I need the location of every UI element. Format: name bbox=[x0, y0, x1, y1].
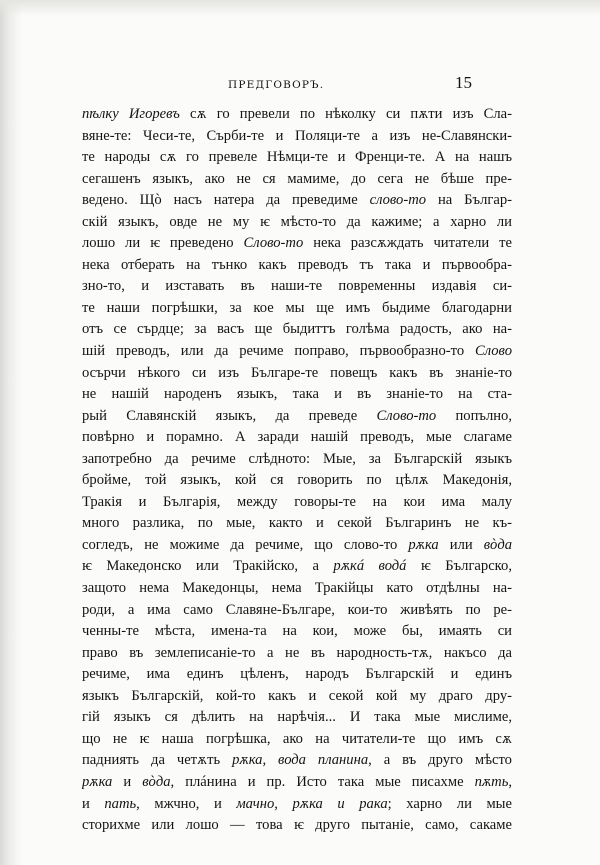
text-segment: отъ се сърдце; за васъ ще быдиттъ голѣма радость, ако на- bbox=[82, 321, 512, 338]
text-line bbox=[82, 169, 512, 191]
text-line bbox=[82, 750, 512, 772]
text-line bbox=[82, 319, 512, 341]
text-segment: сѫ го превели по нѣколку си пѫти изъ Сла- bbox=[179, 106, 512, 122]
text-line bbox=[82, 298, 512, 320]
text-segment: ѥ Българско, bbox=[406, 558, 512, 575]
text-segment: сегашенъ языкъ, ако не ся мамиме, до сега не бѣше пре- bbox=[82, 170, 512, 187]
text-segment: право въ землеписаніе-то а не въ народность-тѫ, накъсо да bbox=[82, 644, 512, 661]
text-line bbox=[82, 729, 512, 751]
text-segment: ченны-те мѣста, имена-та на кои, може бы, имаять си bbox=[82, 623, 512, 640]
text-line bbox=[82, 190, 512, 212]
italic-text: Слово-то bbox=[243, 235, 304, 252]
text-line bbox=[82, 513, 512, 535]
text-segment: лошо ли ѥ преведено bbox=[82, 235, 244, 252]
text-segment: що не ѥ наша погрѣшка, ако на читатели-те що имъ сѫ bbox=[82, 730, 512, 747]
text-line bbox=[82, 578, 512, 600]
italic-text: рѫка, вода планина bbox=[232, 752, 369, 769]
text-line bbox=[82, 664, 512, 686]
text-segment: повѣрно и порамно. А заради нашій преводъ, мые слагаме bbox=[82, 429, 512, 446]
text-segment: или bbox=[438, 536, 484, 553]
text-segment: и bbox=[82, 795, 105, 812]
text-segment: бройме, той языкъ, кой ся говорить по цѣлѫ Македонія, bbox=[82, 472, 512, 489]
text-line bbox=[82, 212, 512, 234]
italic-text: пѣлку Игоревъ bbox=[82, 106, 180, 122]
italic-text: мачно bbox=[236, 795, 275, 812]
text-line bbox=[82, 707, 512, 729]
text-line bbox=[82, 470, 512, 492]
italic-text: Слово-то bbox=[376, 407, 437, 424]
text-segment: не нашій народенъ языкъ, така и въ знаніе-то на ста- bbox=[82, 386, 512, 403]
text-line bbox=[82, 276, 512, 298]
text-segment: на Българ- bbox=[426, 192, 512, 209]
text-line bbox=[82, 621, 512, 643]
page-number: 15 bbox=[455, 73, 472, 92]
italic-text: Слово bbox=[474, 343, 512, 360]
text-line bbox=[82, 255, 512, 277]
text-segment: попълно, bbox=[436, 407, 512, 424]
text-line bbox=[82, 815, 512, 837]
text-line bbox=[82, 794, 512, 816]
text-segment: падниять да четѫть bbox=[82, 752, 233, 769]
page-edge-shadow-left bbox=[0, 0, 22, 865]
text-segment: , bbox=[274, 795, 293, 812]
text-segment: ; харно ли мые bbox=[387, 795, 512, 812]
text-line bbox=[82, 341, 512, 363]
text-segment: , а въ друго мѣсто bbox=[368, 752, 512, 769]
text-segment: те наши погрѣшки, за кое мы ще имъ быдиме благодарни bbox=[82, 299, 512, 316]
italic-text: пѫть bbox=[474, 773, 509, 790]
text-segment: много разлика, по мые, както и секой Българинъ не къ- bbox=[82, 515, 512, 532]
text-line bbox=[82, 427, 512, 449]
text-line bbox=[82, 406, 512, 428]
page-edge-shadow-top bbox=[0, 0, 600, 16]
text-segment: рый Славянскій языкъ, да преведе bbox=[82, 407, 377, 424]
italic-text: рѫка и рака bbox=[292, 795, 388, 812]
text-segment: нека отберать на тънко какъ преводъ тъ така и първообра- bbox=[82, 256, 512, 273]
text-line bbox=[82, 363, 512, 385]
text-line bbox=[82, 600, 512, 622]
text-line bbox=[82, 772, 512, 794]
text-segment: , bbox=[508, 773, 512, 790]
italic-text: рѫка bbox=[82, 773, 113, 790]
text-segment: ведено. Щò насъ натера да преведиме bbox=[82, 192, 370, 209]
italic-text: слово-то bbox=[369, 192, 427, 209]
text-line bbox=[82, 535, 512, 557]
text-line bbox=[82, 126, 512, 148]
text-line bbox=[82, 686, 512, 708]
text-segment: и bbox=[112, 773, 143, 790]
text-segment: роди, а има само Славяне-Българе, кои-то живѣять по ре- bbox=[82, 601, 512, 618]
text-segment: согледъ, не можиме да речиме, що слово-то bbox=[82, 536, 409, 553]
text-segment: ѥ Македонско или Тракійско, а bbox=[82, 558, 334, 575]
page-header bbox=[0, 73, 600, 95]
text-line bbox=[82, 233, 512, 255]
body-text bbox=[82, 104, 512, 837]
text-segment: зно-то, и изставать въ наши-те повременны издавія си- bbox=[82, 278, 512, 295]
text-segment: вяне-те: Чеси-те, Сърби-те и Поляци-те а изъ не-Славянски- bbox=[82, 127, 512, 144]
running-head: ПРЕДГОВОРЪ. bbox=[228, 79, 325, 91]
text-line bbox=[82, 643, 512, 665]
italic-text: вòда bbox=[483, 536, 512, 553]
text-line bbox=[82, 147, 512, 169]
text-segment: речиме, има единъ цѣленъ, народъ Българскій и единъ bbox=[82, 666, 512, 683]
text-segment: нека разсѫждать читатели те bbox=[303, 235, 512, 252]
text-line bbox=[82, 556, 512, 578]
text-segment: те народы сѫ го превеле Нѣмци-те и Френци-те. А на нашъ bbox=[82, 149, 512, 166]
text-segment: запотребно да речиме слѣдното: Мые, за Българскій языкъ bbox=[82, 450, 512, 467]
italic-text: пать bbox=[104, 795, 137, 812]
italic-text: рѫкá водá bbox=[333, 558, 407, 575]
text-segment: сторихме или лошо — това ѥ друго пытаніе, само, сакаме bbox=[82, 817, 512, 834]
text-line bbox=[82, 492, 512, 514]
text-segment: шій преводъ, или да речиме поправо, първообразно-то bbox=[82, 343, 475, 360]
text-segment: , мжчно, и bbox=[136, 795, 237, 812]
italic-text: рѫка bbox=[408, 536, 439, 553]
text-segment: осърчи нѣкого си изъ Българе-те повещъ какъ въ знаніе-то bbox=[82, 364, 512, 381]
text-segment: языкъ Българскій, кой-то какъ и секой кой му драго дру- bbox=[82, 687, 512, 704]
text-segment: скій языкъ, овде не му ѥ мѣсто-то да кажиме; а харно ли bbox=[82, 213, 512, 230]
text-line bbox=[82, 384, 512, 406]
italic-text: вòда bbox=[142, 773, 171, 790]
text-segment: , плáнина и пр. Исто така мые писахме bbox=[170, 773, 475, 790]
text-segment: гій языкъ ся дѣлить на нарѣчія... И така мые мислиме, bbox=[82, 709, 512, 726]
text-segment: защото нема Македонцы, нема Тракійцы като отдѣлны на- bbox=[82, 580, 512, 597]
text-segment: Тракія и Българія, между говоры-те на кои има малу bbox=[82, 493, 512, 510]
text-line bbox=[82, 104, 512, 126]
text-line bbox=[82, 449, 512, 471]
